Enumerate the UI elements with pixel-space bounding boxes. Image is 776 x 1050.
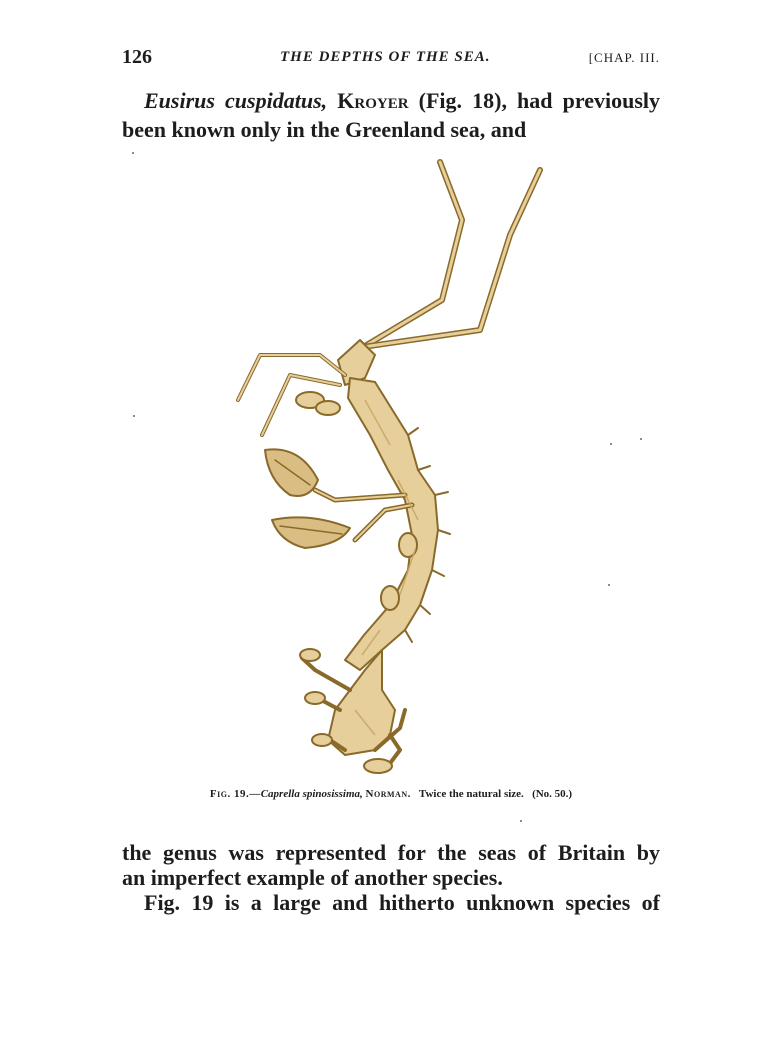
print-speck <box>520 820 522 822</box>
caprella-illustration-icon <box>150 150 620 780</box>
figure-caption <box>122 788 660 808</box>
figure-caprella <box>150 150 620 780</box>
paragraph-line-3: Fig. 19 is a large and hitherto unknown species of <box>144 890 660 915</box>
caption-label: Fig. 19.— <box>209 788 261 800</box>
print-speck <box>132 152 134 154</box>
paragraph-line-2: an imperfect example of another species. <box>122 865 503 890</box>
caption-reference: (No. 50.) <box>532 788 573 800</box>
paragraph-top <box>122 86 660 144</box>
species-name: Eusirus cuspidatus, <box>144 88 328 113</box>
running-header <box>122 46 660 76</box>
print-speck <box>610 443 612 445</box>
caption-note: Twice the natural size. <box>418 788 524 800</box>
print-speck <box>608 584 610 586</box>
print-speck <box>640 438 642 440</box>
paragraph-line-1: the genus was represented for the seas of Britain by <box>122 840 660 865</box>
caption-author: Norman. <box>365 788 411 800</box>
chapter-reference: [CHAP. III. <box>588 50 660 65</box>
paragraph-top-text: (Fig. 18), had previously been known only in the Greenland sea, and <box>122 88 661 142</box>
paragraph-bottom <box>122 840 660 915</box>
running-title: THE DEPTHS OF THE SEA. <box>280 49 491 65</box>
page-number: 126 <box>122 46 152 68</box>
species-author: Kroyer <box>337 88 409 113</box>
caption-species: Caprella spinosissima, <box>260 788 363 800</box>
print-speck <box>133 415 135 417</box>
